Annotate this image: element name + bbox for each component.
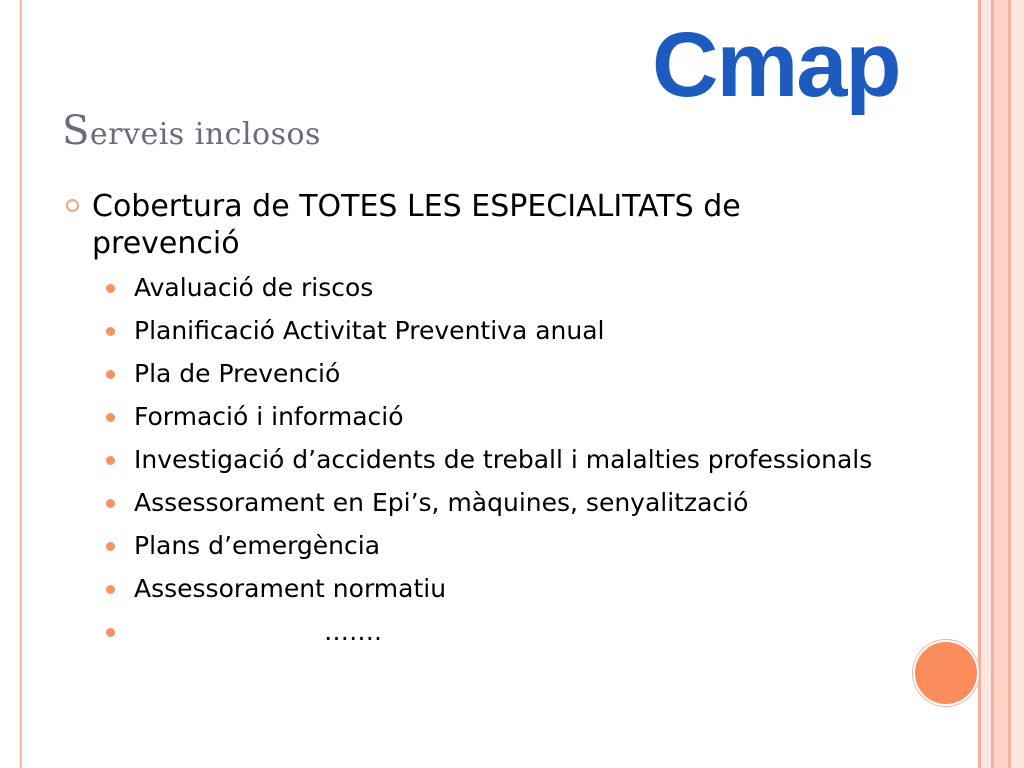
slide-content bbox=[62, 188, 892, 659]
bullet-dot-icon bbox=[106, 327, 115, 336]
list-item bbox=[102, 401, 892, 433]
bullet-dot-icon bbox=[106, 370, 115, 379]
list-item-text: ……. bbox=[324, 617, 382, 646]
list-item bbox=[102, 530, 892, 562]
main-bullet-item bbox=[62, 188, 892, 262]
list-item bbox=[102, 315, 892, 347]
bullet-dot-icon bbox=[106, 413, 115, 422]
list-item-text: Assessorament normatiu bbox=[134, 574, 447, 603]
bullet-dot-icon bbox=[106, 499, 115, 508]
left-border-line bbox=[20, 0, 22, 768]
cmap-logo bbox=[652, 22, 952, 132]
hollow-bullet-icon bbox=[66, 199, 79, 212]
decorative-orange-circle bbox=[913, 640, 979, 706]
list-item-text: Pla de Prevenció bbox=[134, 359, 341, 388]
list-item bbox=[102, 573, 892, 605]
list-item bbox=[102, 487, 892, 519]
slide-title bbox=[62, 106, 321, 160]
bullet-dot-icon bbox=[106, 585, 115, 594]
title-first-letter: S bbox=[62, 108, 90, 154]
right-decorative-stripes bbox=[978, 0, 1024, 768]
list-item bbox=[102, 444, 892, 476]
main-bullet-text: Cobertura de TOTES LES ESPECIALITATS de prevenció bbox=[92, 189, 741, 261]
bullet-dot-icon bbox=[106, 628, 115, 637]
list-item-text: Assessorament en Epi’s, màquines, senyalització bbox=[134, 488, 749, 517]
list-item-text: Investigació d’accidents de treball i malalties professionals bbox=[134, 445, 873, 474]
list-item bbox=[102, 616, 892, 648]
bullet-dot-icon bbox=[106, 542, 115, 551]
logo-text: Cmap bbox=[652, 22, 900, 116]
bullet-dot-icon bbox=[106, 456, 115, 465]
list-item-text: Plans d’emergència bbox=[134, 531, 381, 560]
list-item-text: Avaluació de riscos bbox=[134, 273, 374, 302]
list-item bbox=[102, 358, 892, 390]
list-item-text: Formació i informació bbox=[134, 402, 404, 431]
stripe bbox=[981, 0, 991, 768]
title-rest: erveis inclosos bbox=[89, 117, 321, 152]
stripe bbox=[994, 0, 1008, 768]
bullet-dot-icon bbox=[106, 284, 115, 293]
stripe bbox=[1011, 0, 1024, 768]
list-item-text: Planificació Activitat Preventiva anual bbox=[134, 316, 605, 345]
list-item bbox=[102, 272, 892, 304]
sub-bullet-list bbox=[62, 272, 892, 648]
